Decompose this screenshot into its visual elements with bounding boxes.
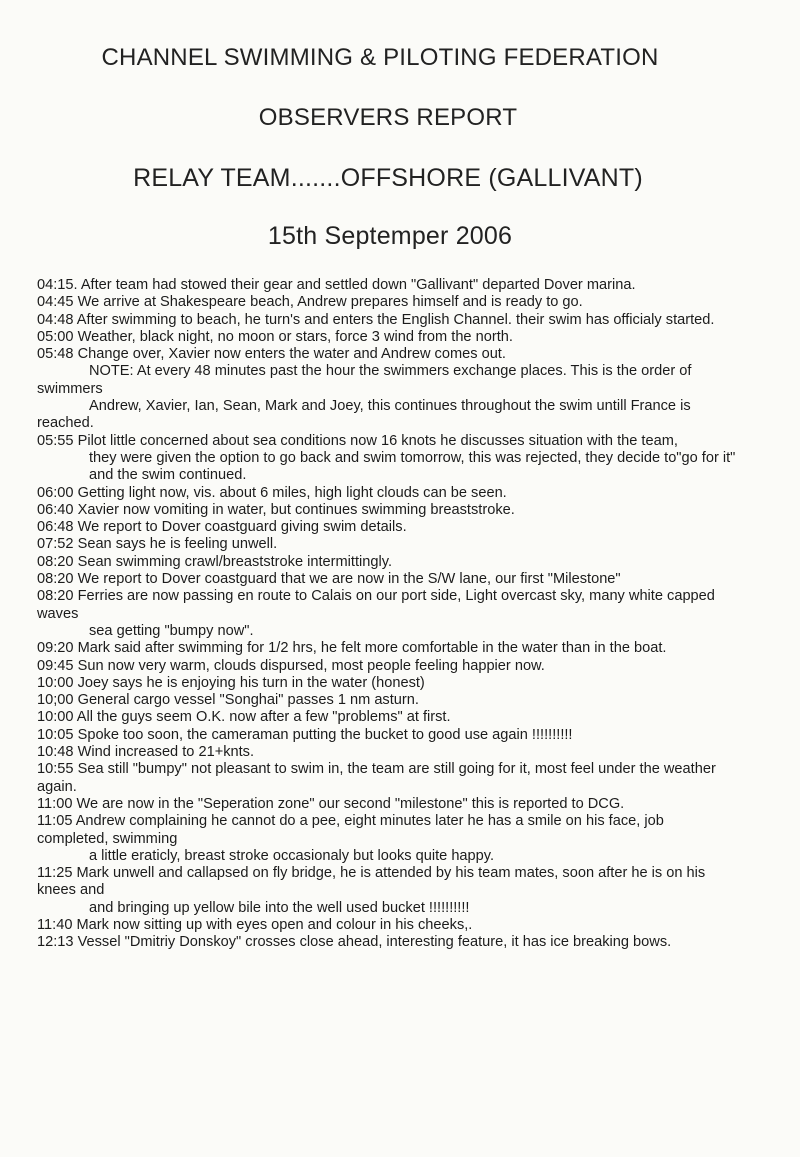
log-text: We report to Dover coastguard giving swim details. bbox=[77, 519, 407, 536]
log-text: and the swim continued. bbox=[89, 467, 247, 484]
log-entry bbox=[37, 519, 737, 536]
log-time: 04:48 bbox=[37, 311, 74, 328]
log-entry bbox=[37, 917, 737, 934]
log-text: We arrive at Shakespeare beach, Andrew prepares himself and is ready to go. bbox=[77, 294, 583, 311]
log-entry bbox=[37, 675, 737, 692]
log-text: We are now in the "Seperation zone" our second "milestone" this is reported to DCG. bbox=[76, 795, 625, 812]
log-text: After swimming to beach, he turn's and enters the English Channel. their swim has officialy started. bbox=[76, 311, 715, 328]
team-heading: RELAY TEAM.......OFFSHORE (GALLIVANT) bbox=[133, 164, 643, 192]
log-time: 09:45 bbox=[37, 657, 74, 674]
log-text: After team had stowed their gear and settled down "Gallivant" departed Dover marina. bbox=[80, 277, 636, 293]
log-entry bbox=[37, 312, 737, 329]
log-time: 04:45 bbox=[37, 294, 74, 311]
log-entry bbox=[37, 294, 737, 311]
log-time: 07:52 bbox=[37, 536, 74, 553]
log-text: Pilot little concerned about sea conditions now 16 knots he discusses situation with the team, bbox=[77, 432, 678, 449]
log-text: Sun now very warm, clouds dispursed, most people feeling happier now. bbox=[77, 657, 545, 674]
log-time: 06:48 bbox=[37, 519, 74, 536]
log-time: 11:40 bbox=[37, 916, 73, 933]
log-text: Joey says he is enjoying his turn in the water (honest) bbox=[77, 674, 425, 691]
log-text: and bringing up yellow bile into the well used bucket !!!!!!!!!! bbox=[89, 899, 470, 916]
log-entry bbox=[37, 900, 737, 917]
log-entry bbox=[37, 813, 737, 848]
log-text: Wind increased to 21+knts. bbox=[77, 744, 255, 761]
log-entry bbox=[37, 692, 737, 709]
log-time: 08:20 bbox=[37, 588, 74, 605]
log-text: Xavier now vomiting in water, but continues swimming breaststroke. bbox=[77, 501, 515, 518]
log-text: Sea still "bumpy" not pleasant to swim in, the team are still going for it, most feel under the weather again. bbox=[37, 761, 716, 795]
log-time: 06:40 bbox=[37, 501, 74, 518]
log-entry bbox=[37, 433, 737, 450]
log-text: Mark said after swimming for 1/2 hrs, he felt more comfortable in the water than in the boat. bbox=[77, 640, 667, 657]
log-time: 10;00 bbox=[37, 692, 74, 709]
report-title: OBSERVERS REPORT bbox=[258, 104, 518, 131]
log-time: 12:13 bbox=[37, 934, 74, 951]
log-text: Sean swimming crawl/breaststroke intermittingly. bbox=[77, 553, 393, 570]
log-entry bbox=[37, 709, 737, 726]
organization-heading: CHANNEL SWIMMING & PILOTING FEDERATION bbox=[101, 44, 659, 71]
log-text: Sean says he is feeling unwell. bbox=[77, 536, 278, 553]
log-text: All the guys seem O.K. now after a few "problems" at first. bbox=[76, 709, 451, 726]
log-time: 04:15. bbox=[37, 277, 78, 293]
log-entry bbox=[37, 934, 737, 951]
log-entry bbox=[37, 346, 737, 363]
log-entry bbox=[37, 502, 737, 519]
log-text: NOTE: At every 48 minutes past the hour the swimmers exchange places. This is the order of swimmers bbox=[37, 363, 692, 397]
log-entry bbox=[37, 796, 737, 813]
log-time: 05:00 bbox=[37, 328, 74, 345]
log-text: Spoke too soon, the cameraman putting the bucket to good use again !!!!!!!!!! bbox=[77, 726, 573, 743]
log-entry bbox=[37, 398, 737, 433]
log-text: Andrew complaining he cannot do a pee, eight minutes later he has a smile on his face, job completed, swimming bbox=[37, 813, 664, 847]
log-text: a little eraticly, breast stroke occasionaly but looks quite happy. bbox=[89, 847, 495, 864]
log-entry bbox=[37, 363, 737, 398]
log-text: Andrew, Xavier, Ian, Sean, Mark and Joey, this continues throughout the swim untill France is reached. bbox=[37, 398, 691, 432]
log-time: 11:25 bbox=[37, 865, 73, 882]
log-time: 10:05 bbox=[37, 726, 74, 743]
log-time: 10:00 bbox=[37, 674, 74, 691]
log-text: Mark unwell and callapsed on fly bridge, he is attended by his team mates, soon after he is on his knees and bbox=[37, 865, 706, 899]
log-text: they were given the option to go back and swim tomorrow, this was rejected, they decide to"go for it" bbox=[89, 449, 736, 466]
log-time: 11:00 bbox=[37, 795, 73, 812]
log-text: Change over, Xavier now enters the water and Andrew comes out. bbox=[77, 346, 506, 363]
log-text: General cargo vessel "Songhai" passes 1 nm asturn. bbox=[77, 692, 419, 709]
log-entry bbox=[37, 865, 737, 900]
log-text: Ferries are now passing en route to Calais on our port side, Light overcast sky, many white capped waves bbox=[37, 588, 715, 622]
log-time: 10:48 bbox=[37, 744, 74, 761]
log-time: 06:00 bbox=[37, 484, 74, 501]
log-text: Mark now sitting up with eyes open and colour in his cheeks,. bbox=[76, 916, 473, 933]
log-entry bbox=[37, 640, 737, 657]
observation-log bbox=[37, 277, 737, 952]
log-text: Getting light now, vis. about 6 miles, high light clouds can be seen. bbox=[77, 484, 507, 501]
log-entry bbox=[37, 761, 737, 796]
log-text: Weather, black night, no moon or stars, force 3 wind from the north. bbox=[77, 328, 513, 345]
log-entry bbox=[37, 554, 737, 571]
log-time: 05:48 bbox=[37, 346, 74, 363]
log-text: Vessel "Dmitriy Donskoy" crosses close ahead, interesting feature, it has ice breaking bows. bbox=[77, 934, 672, 951]
log-text: We report to Dover coastguard that we are now in the S/W lane, our first "Milestone" bbox=[77, 571, 621, 588]
log-time: 05:55 bbox=[37, 432, 74, 449]
log-entry bbox=[37, 571, 737, 588]
log-text: sea getting "bumpy now". bbox=[89, 622, 254, 639]
log-entry bbox=[37, 848, 737, 865]
log-time: 08:20 bbox=[37, 553, 74, 570]
log-entry bbox=[37, 485, 737, 502]
log-time: 10:00 bbox=[37, 709, 74, 726]
log-time: 09:20 bbox=[37, 640, 74, 657]
log-entry bbox=[37, 450, 737, 467]
log-entry bbox=[37, 744, 737, 761]
log-entry bbox=[37, 277, 737, 294]
log-entry bbox=[37, 588, 737, 623]
log-entry bbox=[37, 536, 737, 553]
log-entry bbox=[37, 623, 737, 640]
log-entry bbox=[37, 727, 737, 744]
report-date: 15th Septemper 2006 bbox=[267, 222, 513, 250]
log-time: 11:05 bbox=[37, 813, 73, 830]
log-entry bbox=[37, 658, 737, 675]
log-entry bbox=[37, 329, 737, 346]
log-time: 10:55 bbox=[37, 761, 74, 778]
log-entry bbox=[37, 467, 737, 484]
log-time: 08:20 bbox=[37, 571, 74, 588]
